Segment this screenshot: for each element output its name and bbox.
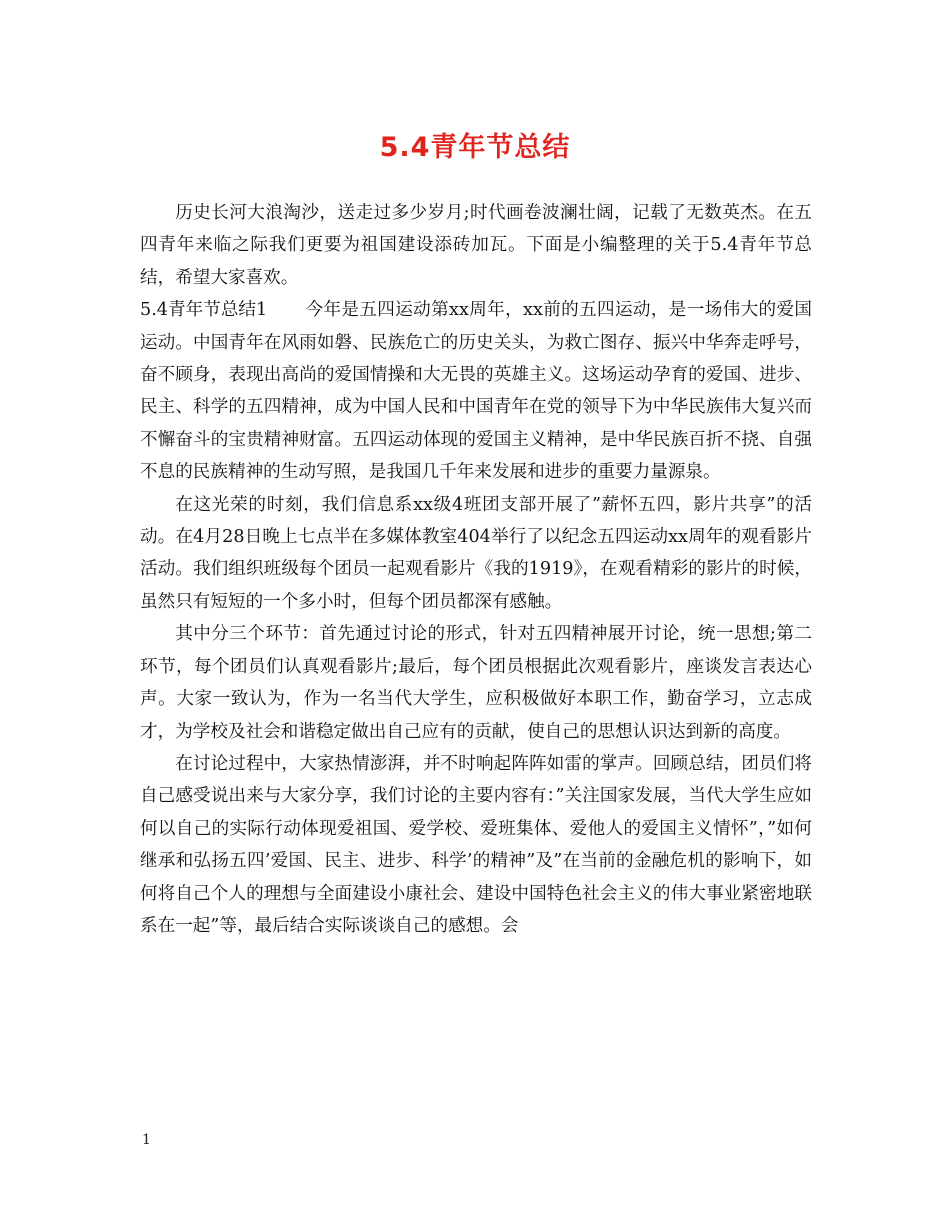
section-1-paragraph bbox=[140, 294, 812, 488]
paragraph-4: 在讨论过程中，大家热情澎湃，并不时响起阵阵如雷的掌声。回顾总结，团员们将自己感受说出来与大家分享，我们讨论的主要内容有：”关注国家发展，当代大学生应如何以自己的实际行动体现爱祖国、爱学校、爱班集体、爱他人的爱国主义情怀”，”如何继承和弘扬五四’爱国、民主、进步、科学’的精神”及”在当前的金融危机的影响下，如何将自己个人的理想与全面建设小康社会、建设中国特色社会主义的伟大事业紧密地联系在一起”等，最后结合实际谈谈自己的感想。会 bbox=[140, 753, 812, 936]
section-1-label: 5.4青年节总结1 bbox=[140, 300, 268, 321]
section-1-text: 今年是五四运动第xx周年，xx前的五四运动，是一场伟大的爱国运动。中国青年在风雨如磐、民族危亡的历史关头，为救亡图存、振兴中华奔走呼号，奋不顾身，表现出高尚的爱国情操和大无畏的英雄主义。这场运动孕育的爱国、进步、民主、科学的五四精神，成为中国人民和中国青年在党的领导下为中华民族伟大复兴而不懈奋斗的宝贵精神财富。五四运动体现的爱国主义精神，是中华民族百折不挠、自强不息的民族精神的生动写照，是我国几千年来发展和进步的重要力量源泉。 bbox=[140, 300, 812, 483]
page-number: 1 bbox=[142, 1132, 151, 1148]
document-title: 5.4青年节总结 bbox=[379, 132, 571, 163]
paragraph-3: 其中分三个环节：首先通过讨论的形式，针对五四精神展开讨论，统一思想;第二环节，每个团员们认真观看影片;最后，每个团员根据此次观看影片，座谈发言表达心声。大家一致认为，作为一名当代大学生，应积极做好本职工作，勤奋学习，立志成才，为学校及社会和谐稳定做出自己应有的贡献，使自己的思想认识达到新的高度。 bbox=[140, 624, 812, 742]
document-body bbox=[140, 197, 812, 942]
intro-paragraph: 历史长河大浪淘沙，送走过多少岁月;时代画卷波澜壮阔，记载了无数英杰。在五四青年来临之际我们更要为祖国建设添砖加瓦。下面是小编整理的关于5.4青年节总结，希望大家喜欢。 bbox=[140, 203, 812, 288]
paragraph-2: 在这光荣的时刻，我们信息系xx级4班团支部开展了”薪怀五四，影片共享”的活动。在4月28日晚上七点半在多媒体教室404举行了以纪念五四运动xx周年的观看影片活动。我们组织班级每个团员一起观看影片《我的1919》，在观看精彩的影片的时候，虽然只有短短的一个多小时，但每个团员都深有感触。 bbox=[140, 494, 812, 612]
